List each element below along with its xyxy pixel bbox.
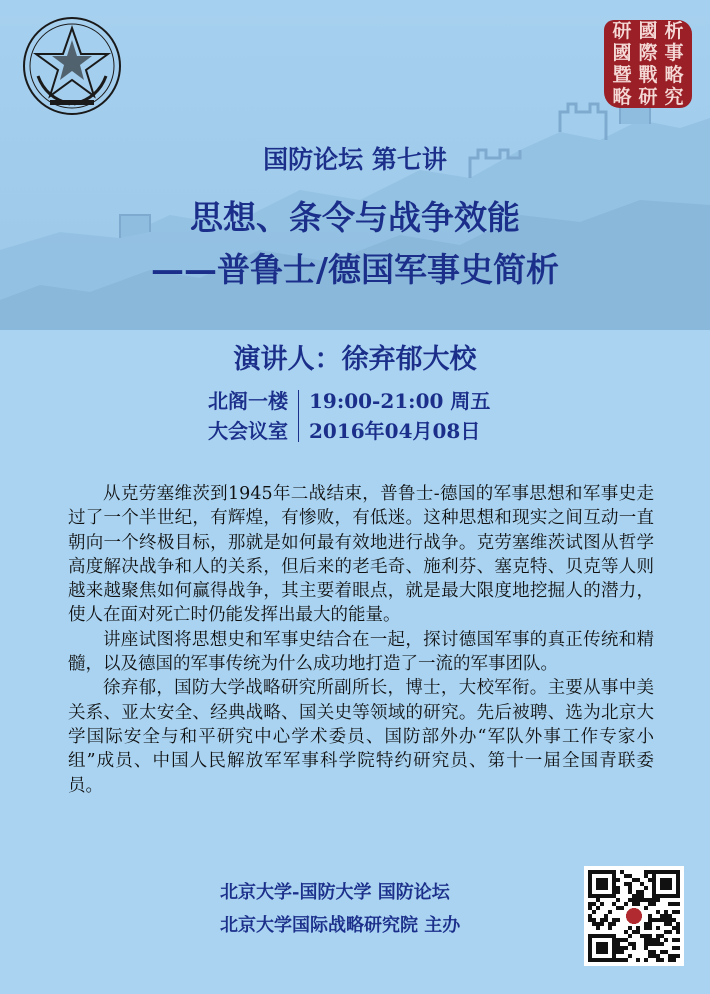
event-date: 2016年04月08日 — [309, 419, 481, 443]
seal-char: 戰 — [638, 64, 658, 86]
seal-char: 事 — [664, 42, 684, 64]
lecture-title-line1: 思想、条令与战争效能 — [190, 198, 520, 237]
seal-char: 略 — [612, 86, 632, 108]
seal-char: 研 — [612, 20, 632, 42]
lecture-description — [68, 482, 654, 798]
seal-char: 國 — [612, 42, 632, 64]
lecture-title-line2: ——普鲁士/德国军事史简析 — [150, 250, 560, 289]
organizers — [220, 876, 460, 942]
paragraph-purpose: 讲座试图将思想史和军事史结合在一起，探讨德国军事的真正传统和精髓，以及德国的军事传统为什么成功地打造了一流的军事团队。 — [68, 629, 654, 675]
lecture-series-label: 国防论坛 第七讲 — [263, 145, 447, 174]
qr-code-icon — [584, 866, 684, 966]
organizer-line2: 北京大学国际战略研究院 主办 — [220, 915, 461, 936]
seal-char: 研 — [638, 86, 658, 108]
seal-char: 究 — [664, 86, 684, 108]
venue-line1: 北阁一楼 — [208, 389, 288, 413]
event-info — [208, 386, 490, 446]
army-emblem-icon — [20, 14, 124, 118]
paragraph-speaker-bio: 徐弃郁，国防大学战略研究所副所长，博士，大校军衔。主要从事中美关系、亚太安全、经典战略、国关史等领域的研究。先后被聘、选为北京大学国际安全与和平研究中心学术委员、国防部外办“军队外事工作专家小组”成员、中国人民解放军军事科学院特约研究员、第十一届全国青联委员。 — [68, 678, 654, 796]
red-seal-stamp-icon — [604, 20, 692, 108]
seal-char: 國 — [638, 20, 658, 42]
venue-line2: 大会议室 — [208, 419, 288, 443]
seal-char: 際 — [638, 42, 658, 64]
seal-char: 析 — [664, 20, 684, 42]
seal-char: 略 — [664, 64, 684, 86]
event-time: 19:00-21:00 周五 — [309, 389, 491, 413]
schedule — [299, 386, 490, 446]
seal-char: 暨 — [612, 64, 632, 86]
organizer-line1: 北京大学-国防大学 国防论坛 — [220, 882, 450, 903]
header-banner — [0, 0, 710, 330]
speaker-line: 演讲人：徐弃郁大校 — [233, 344, 477, 375]
venue — [208, 386, 298, 446]
paragraph-abstract: 从克劳塞维茨到1945年二战结束，普鲁士-德国的军事思想和军事史走过了一个半世纪，有辉煌，有惨败，有低迷。这种思想和现实之间互动一直朝向一个终极目标，那就是如何最有效地进行战争。克劳塞维茨试图从哲学高度解决战争和人的关系，但后来的老毛奇、施利芬、塞克特、贝克等人则越来越聚焦如何赢得战争，其主要着眼点，就是最大限度地挖掘人的潜力，使人在面对死亡时仍能发挥出最大的能量。 — [68, 484, 654, 626]
